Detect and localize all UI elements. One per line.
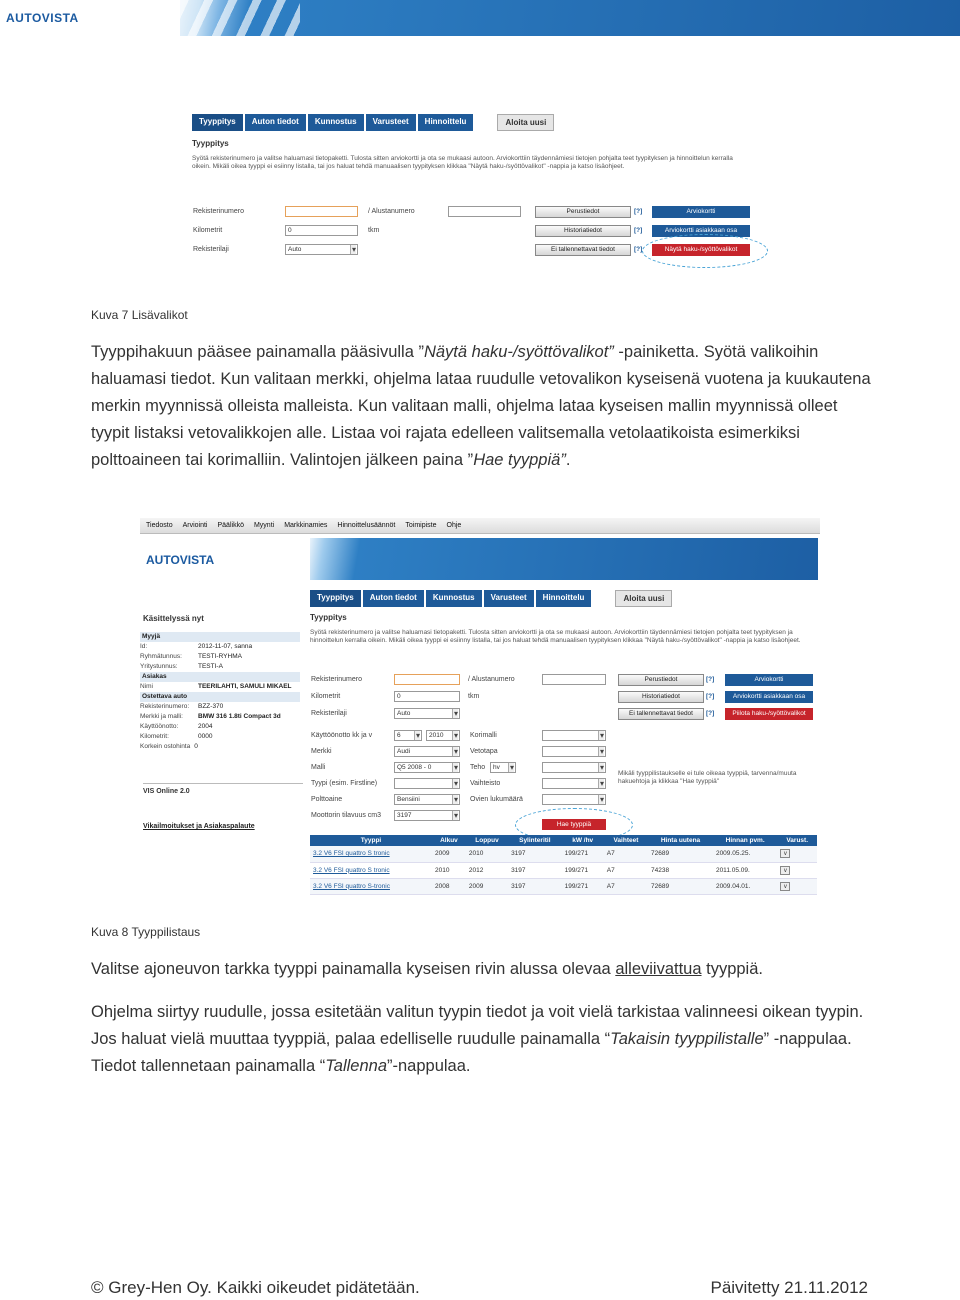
rl-label: Rekisterilaji xyxy=(311,710,347,717)
moottori-select[interactable]: 3197 ▾ xyxy=(394,810,460,821)
side-key: Yritystunnus: xyxy=(140,663,178,670)
menu-ohje[interactable]: Ohje xyxy=(446,522,462,529)
arviokortti-button[interactable]: Arviokortti xyxy=(652,206,750,218)
paragraph-1 xyxy=(91,339,871,474)
side-row xyxy=(140,662,300,672)
app-logo: AUTOVISTA xyxy=(146,553,215,567)
tyyppi-select[interactable] xyxy=(394,778,460,789)
malli-select[interactable]: Q5 2008 - 0 ▾ xyxy=(394,762,460,773)
teho-label: Teho xyxy=(470,764,486,771)
menu-toimipiste[interactable]: Toimipiste xyxy=(405,522,437,529)
table-row xyxy=(310,878,817,894)
para3-part1: Ohjelma siirtyy ruudulle, jossa esitetään valitun tyypin tiedot ja voit vielä tarkistaa valinneesi oikean tyypin. Jos haluat vielä muuttaa tyyppiä, palaa edelliselle ruudulle painamalla “ xyxy=(91,1003,864,1048)
table-cell: A7 xyxy=(604,878,648,894)
side-row xyxy=(140,702,300,712)
para2-part2: tyyppiä. xyxy=(701,960,763,978)
km-unit: tkm xyxy=(468,693,480,700)
table-cell xyxy=(777,862,817,878)
alt-input[interactable] xyxy=(448,206,521,217)
side-key: Nimi xyxy=(140,683,153,690)
help-link-2[interactable]: [?] xyxy=(634,227,643,234)
side-key: Merkki ja malli: xyxy=(140,713,183,720)
ovet-label: Ovien lukumäärä xyxy=(470,796,523,803)
para3-emphasis2: Tallenna xyxy=(325,1057,387,1075)
tab-kunnostus[interactable]: Kunnostus xyxy=(426,590,482,607)
para2-part1: Valitse ajoneuvon tarkka tyyppi painamalla kyseisen rivin alussa olevaa xyxy=(91,960,616,978)
caption-8: Kuva 8 Tyyppilistaus xyxy=(91,925,201,939)
menu-myynti[interactable]: Myynti xyxy=(253,522,275,529)
help-link-1[interactable]: [?] xyxy=(706,676,715,683)
menu-tiedosto[interactable]: Tiedosto xyxy=(146,522,173,529)
poltto-label: Polttoaine xyxy=(311,796,343,803)
table-cell xyxy=(777,878,817,894)
side-hdr-myyja: Myyjä xyxy=(140,632,300,642)
merkki-select[interactable]: Audi ▾ xyxy=(394,746,460,757)
table-row xyxy=(310,862,817,878)
table-header-row xyxy=(310,835,817,846)
screenshot-tyyppitys xyxy=(190,112,780,270)
table-cell: 199/271 xyxy=(562,878,604,894)
paragraph-3 xyxy=(91,999,871,1080)
para1-emphasis1: Näytä haku-/syöttövalikot” xyxy=(423,343,614,361)
table-cell: 3197 xyxy=(508,862,562,878)
side-row xyxy=(140,642,300,652)
table-cell: 72689 xyxy=(648,846,713,862)
side-key: Kilometrit: xyxy=(140,733,169,740)
table-cell: 2009 xyxy=(432,846,466,862)
side-row xyxy=(140,682,300,692)
teho-unit-select[interactable]: hv ▾ xyxy=(490,762,516,773)
tab-tyyppitys[interactable]: Tyyppitys xyxy=(192,114,243,131)
table-cell: 74238 xyxy=(648,862,713,878)
equipment-button[interactable]: v xyxy=(780,849,790,858)
alt-input[interactable] xyxy=(542,674,606,685)
kk-month-select[interactable]: 6 ▾ xyxy=(394,730,422,741)
col-alkuv[interactable]: Alkuv xyxy=(432,835,466,846)
sidebar-info xyxy=(140,632,300,752)
tab-auton-tiedot[interactable]: Auton tiedot xyxy=(363,590,424,607)
paragraph-2 xyxy=(91,956,871,983)
kk-label: Käyttöönotto kk ja v xyxy=(311,732,373,739)
reg-label: Rekisterinumero xyxy=(193,208,244,215)
side-value: 0000 xyxy=(198,733,213,740)
col-vaihteet[interactable]: Vaihteet xyxy=(604,835,648,846)
help-text: Syötä rekisterinumero ja valitse haluamasi tietopaketti. Tulosta sitten arviokortti ja ota se mukaasi autoon. Arviokorttiin täydennämiesi tietojen pohjalta teet tyypityksen ja hinnoittelun kerralla oikein. Mikäli oikea tyyppi ei esiinny listalla, tai jos haluat tehdä manuaalisen tyypityksen klikkaa "Näytä haku-/syöttövalikot" -nappia ja katso lisäohjeet. xyxy=(192,155,733,170)
side-key: Käyttöönotto: xyxy=(140,723,179,730)
side-row xyxy=(140,712,300,722)
tab-hinnoittelu[interactable]: Hinnoittelu xyxy=(418,114,474,131)
hide-menus-button[interactable]: Piilota haku-/syöttövalikot xyxy=(725,708,813,720)
para3-part2: ” -nappulaa. Tiedot tallennetaan painamalla “ xyxy=(91,1030,852,1075)
col-hinnan-pvm[interactable]: Hinnan pvm. xyxy=(713,835,777,846)
show-menus-button[interactable]: Näytä haku-/syöttövalikot xyxy=(652,244,750,256)
table-cell: 3197 xyxy=(508,846,562,862)
historiatiedot-button[interactable]: Historiatiedot xyxy=(618,691,704,703)
side-row xyxy=(140,732,300,742)
rl-select[interactable]: Auto ▾ xyxy=(394,708,460,719)
vaihteisto-label: Vaihteisto xyxy=(470,780,501,787)
footer-updated: Päivitetty 21.11.2012 xyxy=(710,1278,868,1297)
menu-hinnoittelusaannot[interactable]: Hinnoittelusäännöt xyxy=(337,522,396,529)
arviokortti-asiakas-button[interactable]: Arviokortti asiakkaan osa xyxy=(725,691,813,703)
kori-select[interactable] xyxy=(542,730,606,741)
table-cell: 2009 xyxy=(466,878,508,894)
section-title-2: Tyyppitys xyxy=(310,613,347,622)
section-title: Tyyppitys xyxy=(192,139,229,148)
tab-auton-tiedot[interactable]: Auton tiedot xyxy=(245,114,306,131)
table-cell: 2009.05.25. xyxy=(713,846,777,862)
table-cell: A7 xyxy=(604,846,648,862)
side-value: 2004 xyxy=(198,723,213,730)
para3-part3: ”-nappulaa. xyxy=(387,1057,471,1075)
autovista-logo: AUTOVISTA xyxy=(6,11,79,25)
table-cell: 199/271 xyxy=(562,862,604,878)
caption-7: Kuva 7 Lisävalikot xyxy=(91,308,188,322)
table-cell: 3197 xyxy=(508,878,562,894)
malli-label: Malli xyxy=(311,764,326,771)
table-cell: 2008 xyxy=(432,878,466,894)
header-stripes xyxy=(180,0,300,36)
menu-arviointi[interactable]: Arviointi xyxy=(182,522,208,529)
menu-paalikko[interactable]: Päälikkö xyxy=(217,522,244,529)
km-input[interactable]: 0 xyxy=(394,691,460,702)
side-key: Rekisterinumero: xyxy=(140,703,190,710)
para1-part3: . xyxy=(565,451,571,469)
tyyppi-label: Tyypi (esim. Firstline) xyxy=(311,780,378,787)
type-select[interactable]: Auto ▾ xyxy=(285,244,358,255)
side-value: 0 xyxy=(194,743,198,750)
col-sylinteritil[interactable]: Sylinteritil xyxy=(508,835,562,846)
menu-bar xyxy=(140,518,820,534)
side-value: 2012-11-07, sanna xyxy=(198,643,253,650)
para2-underlined: alleviivattua xyxy=(615,960,702,978)
side-value: BZZ-370 xyxy=(198,703,224,710)
vaihteisto-select[interactable] xyxy=(542,778,606,789)
tab-varusteet[interactable]: Varusteet xyxy=(484,590,534,607)
km-label: Kilometrit xyxy=(311,693,341,700)
side-value: BMW 316 1.8ti Compact 3d xyxy=(198,713,281,720)
poltto-select[interactable]: Bensiini ▾ xyxy=(394,794,460,805)
search-note: Mikäli tyyppilistaukselle ei tule oikeaa tyyppiä, tarvenna/muuta hakuehtoja ja klikkaa "Hae tyyppiä" xyxy=(618,770,797,785)
reg-label: Rekisterinumero xyxy=(311,676,362,683)
type-link[interactable]: 3.2 V6 FSI quattro S tronic xyxy=(310,846,432,862)
reg-input[interactable] xyxy=(285,206,358,217)
km-label: Kilometrit xyxy=(193,227,223,234)
ovet-select[interactable] xyxy=(542,794,606,805)
reset-button[interactable]: Aloita uusi xyxy=(497,114,554,131)
vis-version: VIS Online 2.0 xyxy=(143,783,303,795)
ei-tallennettavat-button[interactable]: Ei tallennettavat tiedot xyxy=(535,244,631,256)
veto-select[interactable] xyxy=(542,746,606,757)
table-cell: 72689 xyxy=(648,878,713,894)
highlight-ellipse xyxy=(642,234,768,268)
screenshot-tyyppilistaus xyxy=(140,518,820,900)
perustiedot-button[interactable]: Perustiedot xyxy=(535,206,631,218)
table-cell: 2011.05.09. xyxy=(713,862,777,878)
side-title: Käsittelyssä nyt xyxy=(143,614,204,623)
teho-select[interactable] xyxy=(542,762,606,773)
col-kw-hv[interactable]: kW /hv xyxy=(562,835,604,846)
table-cell: 2010 xyxy=(432,862,466,878)
search-type-button[interactable]: Hae tyyppiä xyxy=(542,819,606,830)
side-row xyxy=(140,742,300,752)
table-cell: A7 xyxy=(604,862,648,878)
kori-label: Korimalli xyxy=(470,732,497,739)
help-link-3[interactable]: [?] xyxy=(634,246,643,253)
main-tabs xyxy=(192,114,554,131)
type-label: Rekisterilaji xyxy=(193,246,229,253)
table-cell xyxy=(777,846,817,862)
side-key: Korkein ostohinta xyxy=(140,743,191,750)
tab-varusteet[interactable]: Varusteet xyxy=(366,114,416,131)
side-value: TESTI-RYHMA xyxy=(198,653,242,660)
equipment-button[interactable]: v xyxy=(780,866,790,875)
kk-year-select[interactable]: 2010 ▾ xyxy=(426,730,460,741)
perustiedot-button[interactable]: Perustiedot xyxy=(618,674,704,686)
table-cell: 2009.04.01. xyxy=(713,878,777,894)
side-hdr-asiakas: Asiakas xyxy=(140,672,300,682)
help-link-3[interactable]: [?] xyxy=(706,710,715,717)
help-text-2: Syötä rekisterinumero ja valitse haluamasi tietopaketti. Tulosta sitten arviokortti ja ota se mukaasi autoon. Arviokorttiin täydennämiesi tietojen pohjalta teet tyypityksen ja hinnoittelun kerralla oikein. Mikäli oikea tyyppi ei esiinny listalla, tai jos haluat tehdä manuaalisen tyypityksen klikkaa "Näytä haku-/syöttövalikot" -nappia ja katso lisäohjeet. xyxy=(310,629,801,644)
alt-label: / Alustanumero xyxy=(368,208,415,215)
arviokortti-asiakas-button[interactable]: Arviokortti asiakkaan osa xyxy=(652,225,750,237)
side-value: TESTI-A xyxy=(198,663,223,670)
footer-copyright: © Grey-Hen Oy. Kaikki oikeudet pidätetään. xyxy=(91,1278,420,1297)
table-cell: 199/271 xyxy=(562,846,604,862)
reset-button[interactable]: Aloita uusi xyxy=(615,590,672,607)
side-hdr-ostettava: Ostettava auto xyxy=(140,692,300,702)
table-row xyxy=(310,846,817,862)
km-unit: tkm xyxy=(368,227,380,234)
side-row xyxy=(140,722,300,732)
para1-part2: -painiketta. Syötä valikoihin haluamasi tiedot. Kun valitaan merkki, ohjelma lataa ruudulle vetovalikon kyseisenä vuotena ja kuukautena merkin myynnissä olleista malleista. Kun valitaan malli, ohjelma lataa kyseisen mallin myynnissä olleet tyypit listaksi vetovalikkojen alle. Listaa voi rajata edelleen valitsemalla vetolaatikoista esimerkiksi polttoaineen tai korimalliin. Valintojen jälkeen paina ” xyxy=(91,343,871,469)
alt-label: / Alustanumero xyxy=(468,676,515,683)
side-value: TEERILAHTI, SAMULI MIKAEL xyxy=(198,683,292,690)
side-key: Id: xyxy=(140,643,148,650)
type-list-table xyxy=(310,835,817,895)
help-link-1[interactable]: [?] xyxy=(634,208,643,215)
equipment-button[interactable]: v xyxy=(780,882,790,891)
moottori-label: Moottorin tilavuus cm3 xyxy=(311,812,382,819)
col-varust[interactable]: Varust. xyxy=(777,835,817,846)
historiatiedot-button[interactable]: Historiatiedot xyxy=(535,225,631,237)
tab-kunnostus[interactable]: Kunnostus xyxy=(308,114,364,131)
type-link[interactable]: 3.2 V6 FSI quattro S-tronic xyxy=(310,878,432,894)
table-cell: 2010 xyxy=(466,846,508,862)
para1-emphasis2: Hae tyyppiä” xyxy=(473,451,566,469)
side-key: Ryhmätunnus: xyxy=(140,653,182,660)
tab-hinnoittelu[interactable]: Hinnoittelu xyxy=(536,590,592,607)
side-row xyxy=(140,652,300,662)
document-header xyxy=(0,0,960,36)
tab-tyyppitys[interactable]: Tyyppitys xyxy=(310,590,361,607)
km-input[interactable]: 0 xyxy=(285,225,358,236)
reg-input[interactable] xyxy=(394,674,460,685)
col-loppuv[interactable]: Loppuv xyxy=(466,835,508,846)
col-tyyppi[interactable]: Tyyppi xyxy=(310,835,432,846)
merkki-label: Merkki xyxy=(311,748,332,755)
veto-label: Vetotapa xyxy=(470,748,498,755)
para3-emphasis1: Takaisin tyyppilistalle xyxy=(610,1030,764,1048)
table-cell: 2012 xyxy=(466,862,508,878)
arviokortti-button[interactable]: Arviokortti xyxy=(725,674,813,686)
type-link[interactable]: 3.2 V6 FSI quattro S tronic xyxy=(310,862,432,878)
menu-markkinamies[interactable]: Markkinamies xyxy=(284,522,328,529)
help-link-2[interactable]: [?] xyxy=(706,693,715,700)
para1-part1: Tyyppihakuun pääsee painamalla pääsivulla ” xyxy=(91,343,424,361)
ei-tallennettavat-button[interactable]: Ei tallennettavat tiedot xyxy=(618,708,704,720)
main-tabs-2 xyxy=(310,590,672,607)
col-hinta[interactable]: Hinta uutena xyxy=(648,835,713,846)
app-banner xyxy=(310,538,818,580)
feedback-link[interactable]: Vikailmoitukset ja Asiakaspalaute xyxy=(143,823,255,830)
